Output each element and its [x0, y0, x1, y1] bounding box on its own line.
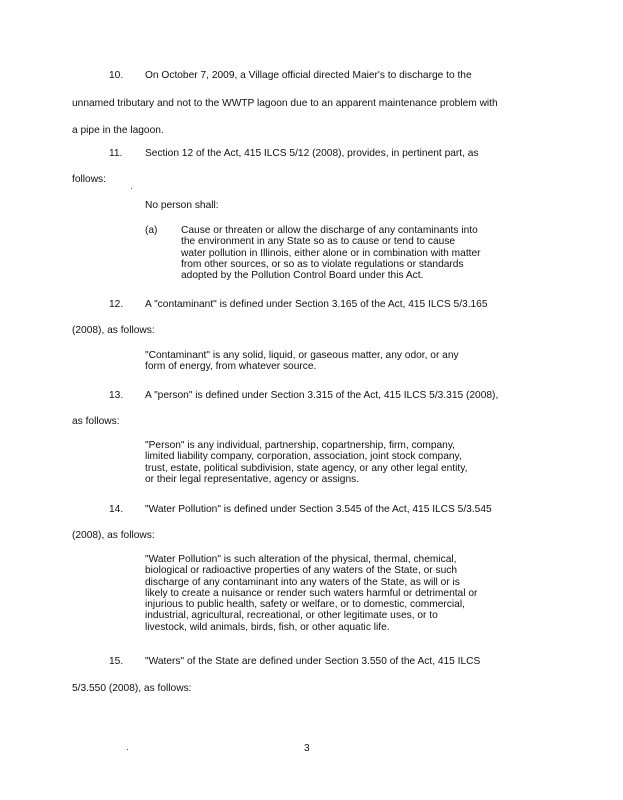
quote-12-block [145, 350, 459, 373]
paragraph-14-number: 14. [109, 504, 124, 515]
speck-mark [127, 749, 128, 750]
quote-14-block [145, 554, 477, 633]
quote-line: discharge of any contaminant into any waters of the State, as will or is [145, 576, 460, 588]
paragraph-10-line-2: unnamed tributary and not to the WWTP lagoon due to an apparent maintenance problem with [72, 98, 498, 109]
quote-line: the environment in any State so as to cause or tend to cause [181, 236, 456, 248]
paragraph-11-line-2: follows: [72, 174, 106, 185]
quote-line: trust, estate, political subdivision, state agency, or any other legal entity, [145, 462, 468, 474]
quote-11-intro: No person shall: [145, 200, 219, 211]
paragraph-14-line-1: "Water Pollution" is defined under Section 3.545 of the Act, 415 ILCS 5/3.545 [145, 504, 492, 515]
quote-line: water pollution in Illinois, either alone or in combination with matter [181, 247, 481, 259]
paragraph-10-number: 10. [109, 70, 124, 81]
speck-mark [131, 188, 132, 189]
paragraph-11-number: 11. [109, 148, 123, 159]
paragraph-10-line-3: a pipe in the lagoon. [72, 125, 164, 136]
paragraph-12-number: 12. [109, 299, 124, 310]
quote-line: injurious to public health, safety or welfare, or to domestic, commercial, [145, 599, 465, 611]
paragraph-14-line-2: (2008), as follows: [72, 530, 155, 541]
quote-line: adopted by the Pollution Control Board under this Act. [181, 270, 424, 282]
quote-line: form of energy, from whatever source. [145, 361, 317, 373]
paragraph-15-number: 15. [109, 656, 124, 667]
quote-line: livestock, wild animals, birds, fish, or other aquatic life. [145, 621, 390, 633]
quote-line: Cause or threaten or allow the discharge of any contaminants into [181, 225, 478, 236]
paragraph-12-line-2: (2008), as follows: [72, 325, 155, 336]
paragraph-15-line-2: 5/3.550 (2008), as follows: [72, 683, 192, 694]
quote-line: "Water Pollution" is such alteration of the physical, thermal, chemical, [145, 554, 457, 565]
quote-line: biological or radioactive properties of any waters of the State, or such [145, 565, 458, 577]
page-number: 3 [304, 743, 310, 754]
quote-line: industrial, agricultural, recreational, or other legitimate uses, or to [145, 610, 438, 622]
quote-line: likely to create a nuisance or render such waters harmful or detrimental or [145, 587, 478, 599]
paragraph-12-line-1: A "contaminant" is defined under Section 3.165 of the Act, 415 ILCS 5/3.165 [145, 299, 488, 310]
paragraph-13-number: 13. [109, 390, 124, 401]
paragraph-10-line-1: On October 7, 2009, a Village official directed Maier's to discharge to the [145, 70, 472, 81]
quote-line: from other sources, or so as to violate regulations or standards [181, 258, 464, 270]
quote-11-label: (a) [145, 225, 158, 236]
paragraph-13-line-1: A "person" is defined under Section 3.315 of the Act, 415 ILCS 5/3.315 (2008), [145, 390, 499, 401]
quote-line: "Contaminant" is any solid, liquid, or gaseous matter, any odor, or any [145, 350, 459, 361]
paragraph-15-line-1: "Waters" of the State are defined under Section 3.550 of the Act, 415 ILCS [145, 656, 481, 667]
quote-13-block [145, 440, 467, 485]
quote-11-block [181, 225, 481, 281]
quote-line: "Person" is any individual, partnership, copartnership, firm, company, [145, 440, 455, 451]
paragraph-13-line-2: as follows: [72, 416, 120, 427]
paragraph-11-line-1: Section 12 of the Act, 415 ILCS 5/12 (2008), provides, in pertinent part, as [145, 148, 479, 159]
quote-line: limited liability company, corporation, association, joint stock company, [145, 451, 462, 463]
quote-line: or their legal representative, agency or assigns. [145, 473, 360, 485]
